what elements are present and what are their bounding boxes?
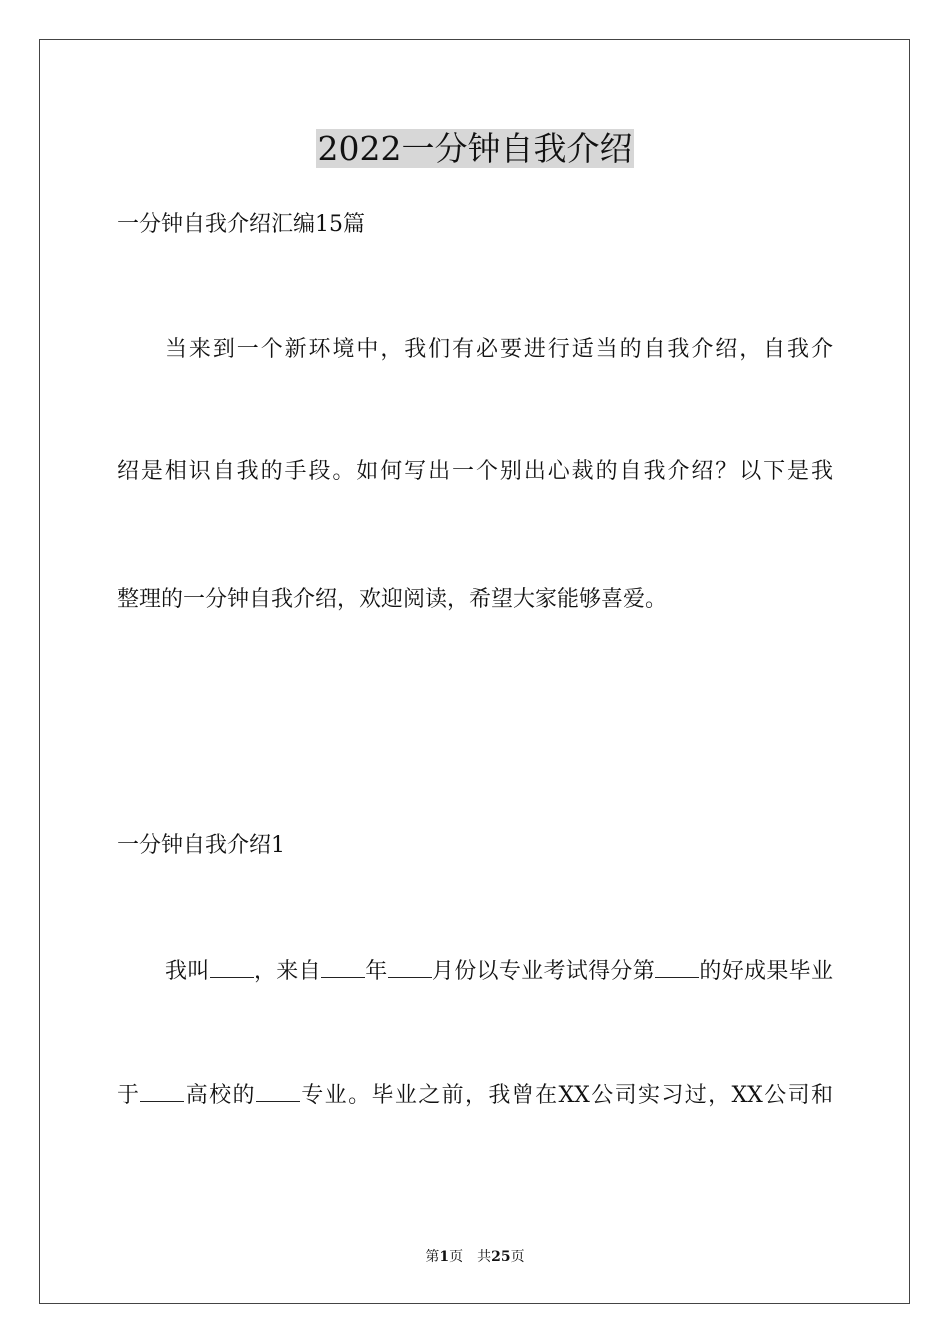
document-title-text: 2022一分钟自我介绍: [317, 129, 633, 168]
page-suffix: 页: [449, 1249, 464, 1265]
text-segment: 我叫: [165, 959, 210, 984]
intro-line-2: 绍是相识自我的手段。如何写出一个别出心裁的自我介绍？以下是我: [117, 459, 833, 484]
fill-in-blank: [140, 1081, 184, 1102]
fill-in-blank: [388, 957, 432, 978]
fill-in-blank: [655, 957, 699, 978]
fill-in-blank: [321, 957, 365, 978]
text-segment: 专业。毕业之前，我曾在XX公司实习过，XX公司和: [299, 1083, 833, 1108]
text-segment: ，来自: [253, 959, 321, 984]
intro-line-3: 整理的一分钟自我介绍，欢迎阅读，希望大家能够喜爱。: [117, 587, 668, 612]
total-prefix: 共: [477, 1249, 492, 1265]
total-suffix: 页: [510, 1249, 525, 1265]
total-page-count: 25: [491, 1249, 511, 1265]
document-title: [0, 127, 950, 171]
section-line-1: [165, 956, 833, 988]
section-heading: 一分钟自我介绍1: [117, 833, 285, 858]
text-segment: 月份以专业考试得分第: [431, 959, 656, 984]
page-prefix: 第: [425, 1249, 440, 1265]
document-subtitle: 一分钟自我介绍汇编15篇: [117, 212, 365, 237]
text-segment: 高校的: [184, 1083, 256, 1108]
fill-in-blank: [210, 957, 254, 978]
fill-in-blank: [256, 1081, 300, 1102]
intro-line-1: 当来到一个新环境中，我们有必要进行适当的自我介绍，自我介: [165, 337, 833, 362]
current-page-number: 1: [439, 1249, 450, 1265]
text-segment: 的好成果毕业: [699, 959, 833, 984]
text-segment: 年: [364, 959, 388, 984]
section-line-2: [117, 1080, 833, 1112]
text-segment: 于: [117, 1083, 141, 1108]
page-footer: [0, 1247, 950, 1267]
